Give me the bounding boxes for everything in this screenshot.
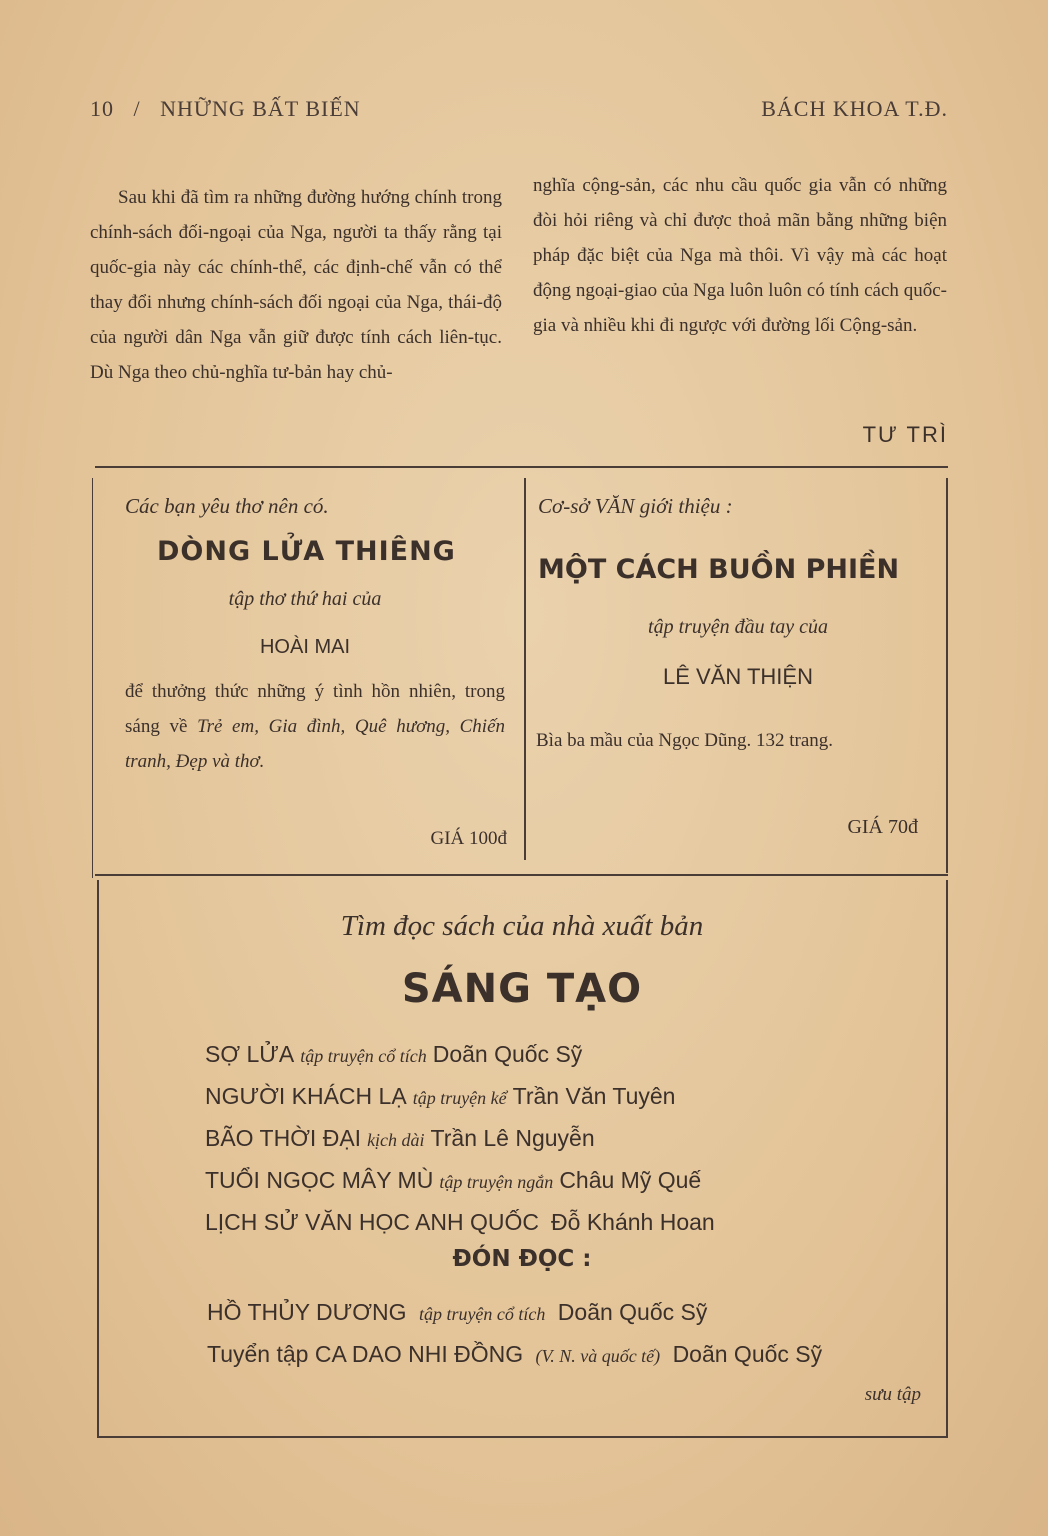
ad-book-title: DÒNG LỬA THIÊNG [157,536,456,567]
book-title: TUỔI NGỌC MÂY MÙ [205,1167,434,1193]
book-kind: (V. N. và quốc tế) [535,1346,661,1366]
article-signature: TƯ TRÌ [862,422,948,447]
page-number: 10 [90,96,114,121]
upcoming-book-2 [207,1334,822,1376]
book-list [205,1034,715,1244]
upcoming-heading: ĐÓN ĐỌC : [452,1246,592,1272]
book-title: BÃO THỜI ĐẠI [205,1125,362,1151]
book-item [205,1034,715,1076]
publisher-heading: Tìm đọc sách của nhà xuất bản [340,910,704,942]
footnote-compiled: sưu tập [864,1384,921,1405]
book-title: SỢ LỬA [205,1041,295,1067]
ad-book-title: MỘT CÁCH BUỒN PHIỀN [538,554,900,585]
publisher-name: SÁNG TẠO [401,966,643,1012]
book-item [205,1160,715,1202]
ad-box-bottom-rule [95,874,948,876]
ad-mot-cach-buon-phien [528,478,948,868]
book-author: Doãn Quốc Sỹ [432,1041,583,1067]
ad-description: Bìa ba mầu của Ngọc Dũng. 132 trang. [536,730,834,751]
ad-description-plain: để thưởng thức những ý tình hồn nhiên, trong sáng về [125,681,505,737]
ad-subtitle: tập thơ thứ hai của [228,588,382,610]
ad-description [125,674,505,779]
book-kind: tập truyện ngắn [439,1172,554,1192]
book-title: CA DAO NHI ĐỒNG [314,1341,524,1367]
book-title: NGƯỜI KHÁCH LẠ [205,1083,407,1109]
book-item [205,1118,715,1160]
book-item [205,1076,715,1118]
book-item [205,1202,715,1244]
running-header [90,96,948,130]
ad-author: HOÀI MAI [259,636,350,658]
header-separator: / [133,96,141,121]
divider-rule [95,466,948,468]
book-kind: tập truyện kể [412,1088,507,1108]
book-kind: tập truyện cổ tích [300,1046,427,1066]
book-author: Doãn Quốc Sỹ [672,1341,823,1367]
article-column-2: nghĩa cộng-sản, các nhu cầu quốc gia vẫn có những đòi hỏi riêng và chỉ được thoả mãn bằng những biện pháp đặc biệt của Nga mà thôi. Vì vậy mà các hoạt động ngoại-giao của Nga luôn luôn có tính cách quốc-gia và nhiều khi đi ngược với đường lối Cộng-sản. [533,175,947,336]
ad-description-italic: Trẻ em, Gia đình, Quê hương, Chiến tranh, Đẹp và thơ. [125,716,506,772]
book-author: Trần Lê Nguyễn [430,1125,595,1151]
header-left [90,96,361,122]
publisher-box-bottom-border [97,1436,948,1438]
ad-box-middle-border [524,478,526,860]
ad-intro: Cơ-sở VĂN giới thiệu : [538,494,733,518]
book-prefix: Tuyển tập [207,1341,309,1367]
book-kind: kịch dài [367,1130,425,1150]
article-column-1: Sau khi đã tìm ra những đường hướng chính trong chính-sách đối-ngoại của Nga, người ta thấy rằng tại quốc-gia này các chính-thể, các định-chế vẫn có thể thay đổi nhưng chính-sách đối ngoại của Nga, thái-độ của người dân Nga vẫn giữ được tính cách liên-tục. Dù Nga theo chủ-nghĩa tư-bản hay chủ- [90,187,502,383]
ad-intro: Các bạn yêu thơ nên có. [125,494,329,518]
book-kind [539,1214,551,1234]
ad-author: LÊ VĂN THIỆN [663,664,813,689]
section-title: NHỮNG BẤT BIẾN [160,96,361,121]
ad-subtitle: tập truyện đầu tay của [648,616,828,638]
publisher-ad [97,880,947,1435]
ad-price: GIÁ 100đ [430,828,507,849]
upcoming-list [207,1292,822,1376]
book-author: Doãn Quốc Sỹ [557,1299,708,1325]
book-author: Trần Văn Tuyên [512,1083,676,1109]
ad-dong-lua-thieng [95,478,515,868]
book-author: Đỗ Khánh Hoan [551,1209,715,1235]
book-author: Châu Mỹ Quế [559,1167,702,1193]
upcoming-book-1 [207,1292,822,1334]
ad-price: GIÁ 70đ [847,816,918,838]
book-kind: tập truyện cổ tích [418,1304,546,1324]
book-title: HỒ THỦY DƯƠNG [207,1299,407,1325]
book-title: LỊCH SỬ VĂN HỌC ANH QUỐC [205,1209,540,1235]
ad-box-left-border [92,478,93,878]
publication-name: BÁCH KHOA T.Đ. [761,96,948,121]
